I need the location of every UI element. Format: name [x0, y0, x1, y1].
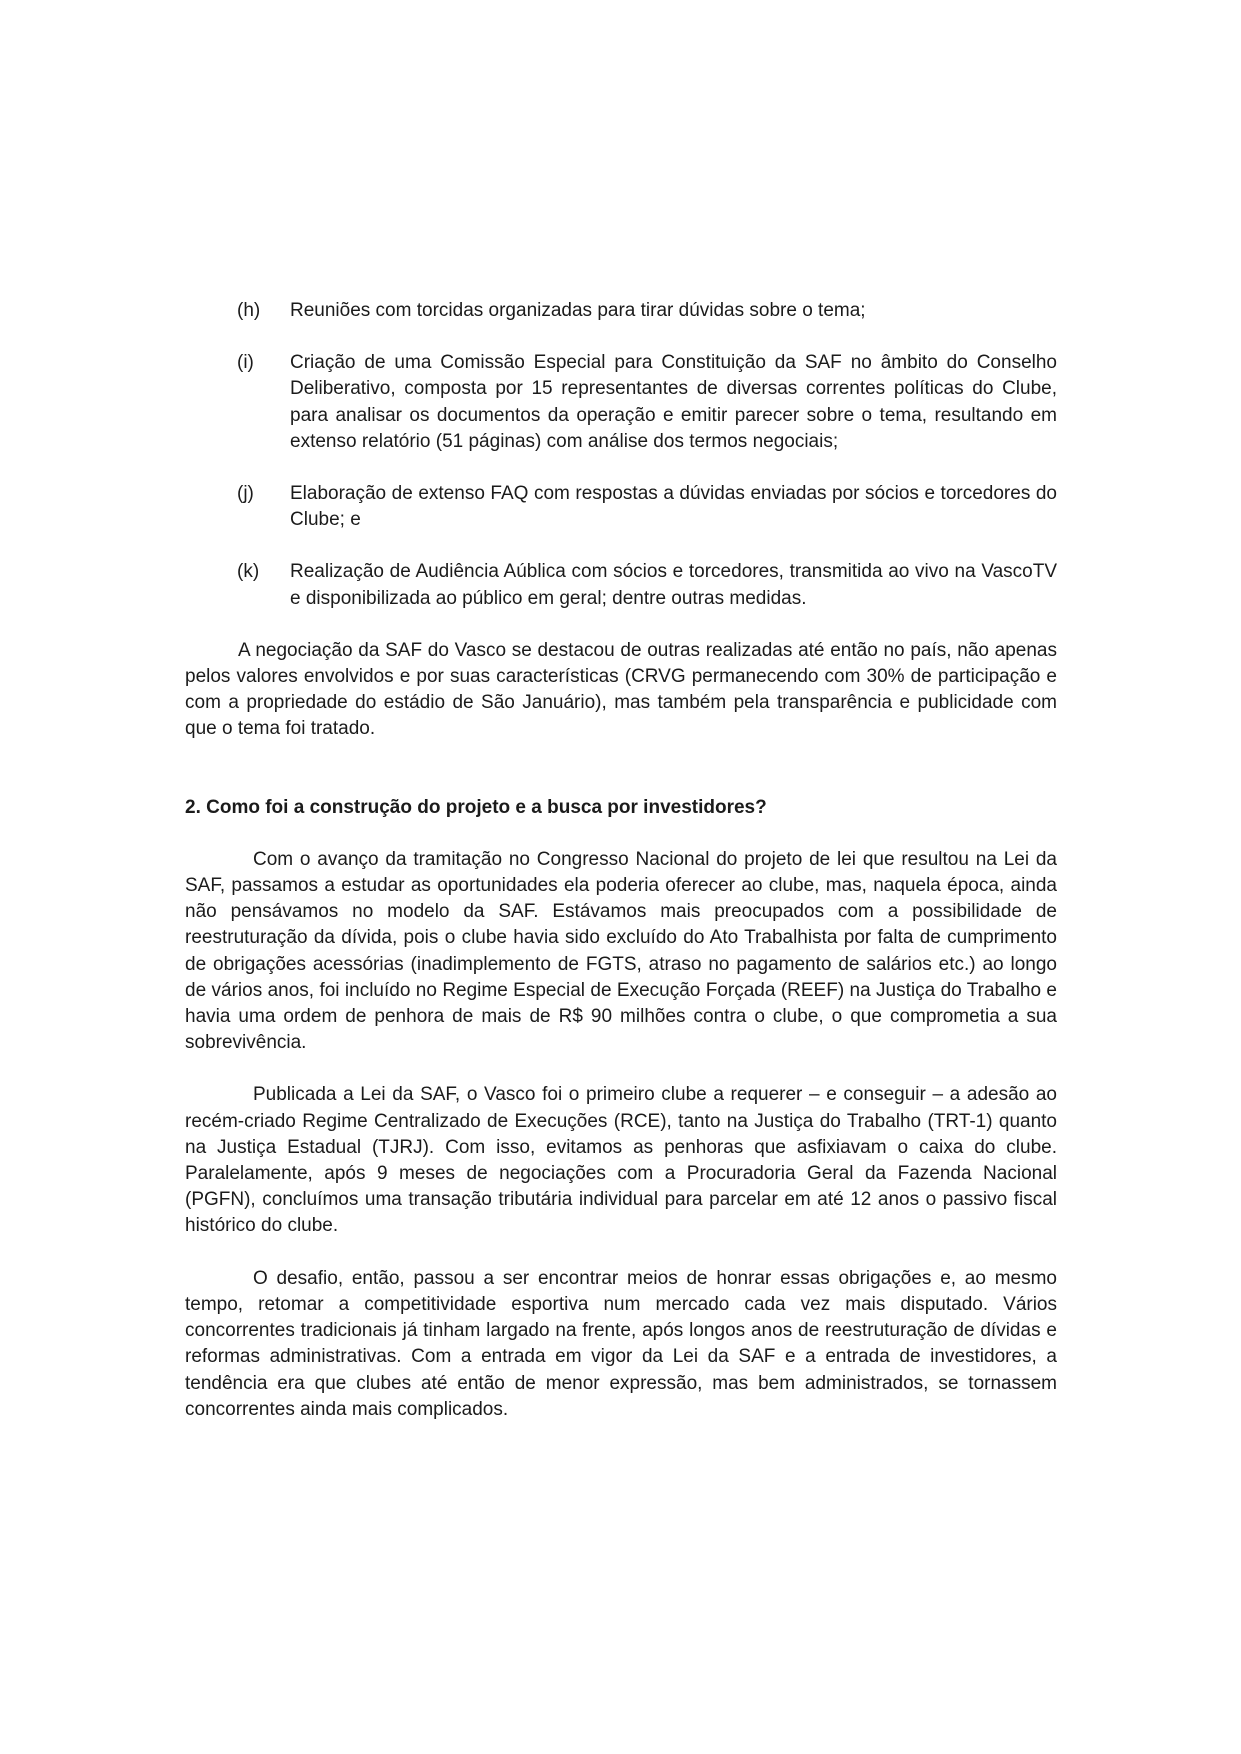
list-item-text: Elaboração de extenso FAQ com respostas a dúvidas enviadas por sócios e torcedores do Clube; e	[290, 483, 1057, 531]
intro-paragraph: A negociação da SAF do Vasco se destacou de outras realizadas até então no país, não apenas pelos valores envolvidos e por suas características (CRVG permanecendo com 30% de participação e com a propriedade do estádio de São Januário), mas também pela transparência e publicidade com que o tema foi tratado.	[185, 639, 1057, 740]
body-paragraph: O desafio, então, passou a ser encontrar meios de honrar essas obrigações e, ao mesmo tempo, retomar a competitividade esportiva num mercado cada vez mais disputado. Vários concorrentes tradicionais já tinham largado na frente, após longos anos de reestruturação de dívidas e reformas administrativas. Com a entrada em vigor da Lei da SAF e a entrada de investidores, a tendência era que clubes até então de menor expressão, mas bem administrados, se tornassem concorrentes ainda mais complicados.	[185, 1267, 1057, 1420]
list-item-text: Criação de uma Comissão Especial para Constituição da SAF no âmbito do Conselho Deliberativo, composta por 15 representantes de diversas correntes políticas do Clube, para analisar os documentos da operação e emitir parecer sobre o tema, resultando em extenso relatório (51 páginas) com análise dos termos negociais;	[290, 352, 1057, 452]
list-item-text: Realização de Audiência Aública com sócios e torcedores, transmitida ao vivo na VascoTV e disponibilizada ao público em geral; dentre outras medidas.	[290, 561, 1057, 609]
list-item	[185, 350, 1057, 455]
list-marker: (h)	[237, 300, 261, 321]
list-marker: (k)	[237, 561, 260, 583]
list-marker: (i)	[237, 352, 254, 374]
list-item	[185, 481, 1057, 533]
list-marker: (j)	[237, 483, 254, 505]
list-item-text: Reuniões com torcidas organizadas para tirar dúvidas sobre o tema;	[290, 300, 866, 321]
page-content	[185, 298, 1057, 1449]
section-heading: 2. Como foi a construção do projeto e a busca por investidores?	[185, 796, 767, 818]
list-item	[185, 298, 1057, 324]
body-paragraph: Publicada a Lei da SAF, o Vasco foi o primeiro clube a requerer – e conseguir – a adesão ao recém-criado Regime Centralizado de Execuções (RCE), tanto na Justiça do Trabalho (TRT-1) quanto na Justiça Estadual (TJRJ). Com isso, evitamos as penhoras que asfixiavam o caixa do clube. Paralelamente, após 9 meses de negociações com a Procuradoria Geral da Fazenda Nacional (PGFN), concluímos uma transação tributária individual para parcelar em até 12 anos o passivo fiscal histórico do clube.	[185, 1084, 1057, 1237]
list-item	[185, 559, 1057, 611]
body-paragraph: Com o avanço da tramitação no Congresso Nacional do projeto de lei que resultou na Lei da SAF, passamos a estudar as oportunidades ela poderia oferecer ao clube, mas, naquela época, ainda não pensávamos no modelo da SAF. Estávamos mais preocupados com a possibilidade de reestruturação da dívida, pois o clube havia sido excluído do Ato Trabalhista por falta de cumprimento de obrigações acessórias (inadimplemento de FGTS, atraso no pagamento de salários etc.) ao longo de vários anos, foi incluído no Regime Especial de Execução Forçada (REEF) na Justiça do Trabalho e havia uma ordem de penhora de mais de R$ 90 milhões contra o clube, o que comprometia a sua sobrevivência.	[185, 848, 1057, 1054]
measures-list	[185, 298, 1057, 612]
